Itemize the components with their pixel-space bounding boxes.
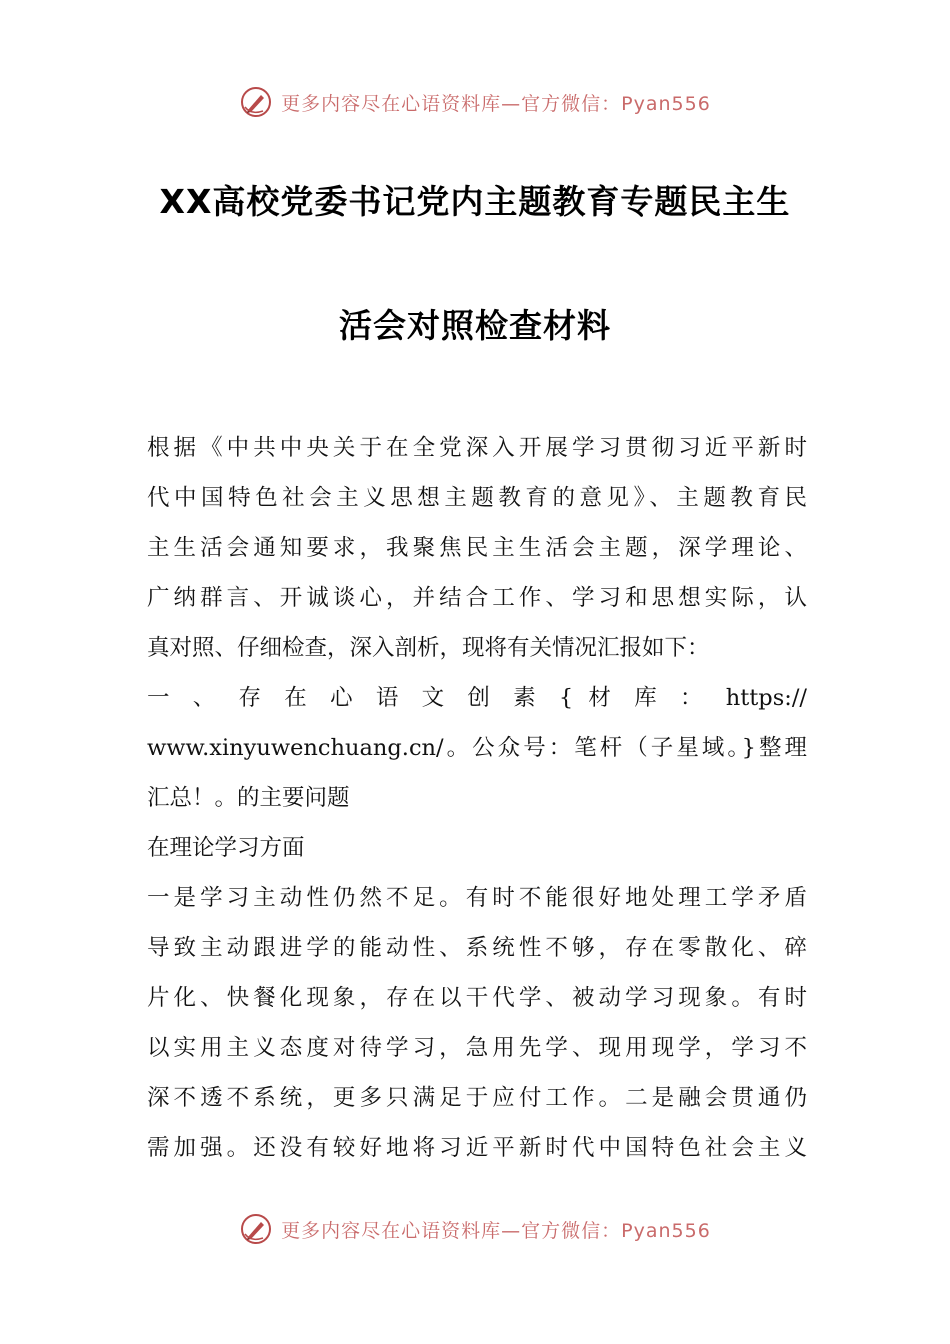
body-line: 广纳群言、开诚谈心，并结合工作、学习和思想实际，认 [147,585,807,611]
body-line: 主生活会通知要求，我聚焦民主生活会主题，深学理论、 [147,535,807,561]
document-title-line-2: 活会对照检查材料 [339,306,611,345]
body-line: 根据《中共中央关于在全党深入开展学习贯彻习近平新时 [147,435,807,461]
header-watermark [0,82,950,122]
pen-logo-icon [239,1212,273,1246]
body-line: 汇总！。的主要问题 [147,785,350,811]
body-line: 真对照、仔细检查，深入剖析，现将有关情况汇报如下： [147,635,710,661]
body-line: 导致主动跟进学的能动性、系统性不够，存在零散化、碎 [147,935,807,961]
section-heading: 在理论学习方面 [147,835,305,861]
body-line: 代中国特色社会主义思想主题教育的意见》、主题教育民 [147,485,807,511]
body-line: 需加强。还没有较好地将习近平新时代中国特色社会主义 [147,1135,807,1161]
body-line: 深不透不系统，更多只满足于应付工作。二是融会贯通仍 [147,1085,807,1111]
footer-watermark [0,1209,950,1249]
document-title-line-1: XX高校党委书记党内主题教育专题民主生 [159,182,791,221]
body-line: 一 、 存 在 心 语 文 创 素 { 材 库 ： https:// [147,685,807,711]
body-line: 一是学习主动性仍然不足。有时不能很好地处理工学矛盾 [147,885,807,911]
body-line: 以实用主义态度对待学习，急用先学、现用现学，学习不 [147,1035,807,1061]
body-line: 片化、快餐化现象，存在以干代学、被动学习现象。有时 [147,985,807,1011]
watermark-text: 更多内容尽在心语资料库—官方微信：Pyan556 [281,1219,711,1242]
watermark-text: 更多内容尽在心语资料库—官方微信：Pyan556 [281,92,711,115]
body-line: www.xinyuwenchuang.cn/。公众号：笔杆（子星域。}整理 [147,735,807,761]
pen-logo-icon [239,85,273,119]
